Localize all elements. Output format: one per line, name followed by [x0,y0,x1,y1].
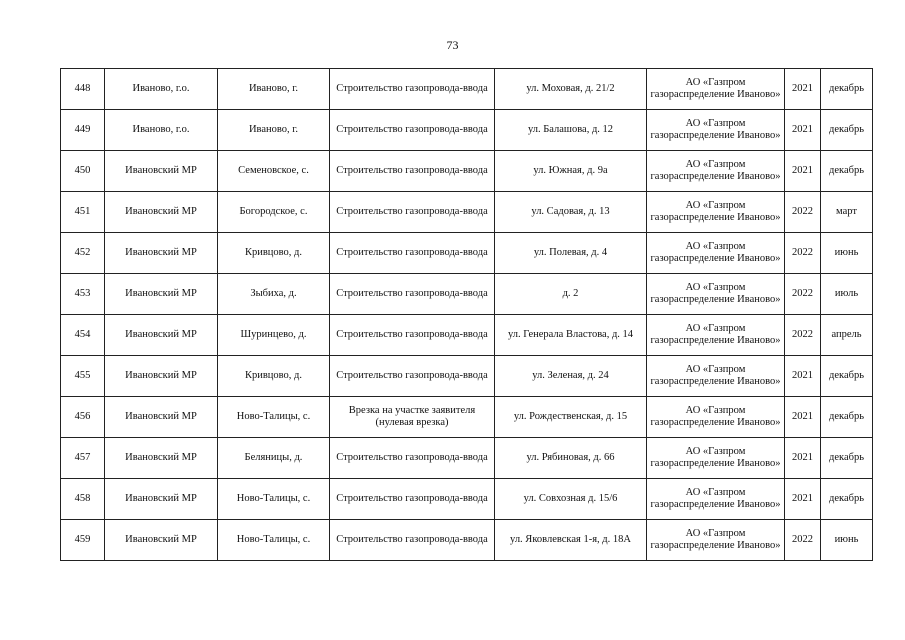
month-cell: июль [821,274,873,315]
work-type-cell: Строительство газопровода-ввода [330,233,495,274]
year-cell: 2022 [785,192,821,233]
address-cell: ул. Яковлевская 1-я, д. 18А [495,520,647,561]
row-number-cell: 448 [61,69,105,110]
month-cell: март [821,192,873,233]
settlement-cell: Зыбиха, д. [218,274,330,315]
month-cell: июнь [821,520,873,561]
year-cell: 2022 [785,233,821,274]
settlement-cell: Кривцово, д. [218,233,330,274]
district-cell: Ивановский МР [105,315,218,356]
work-type-cell: Строительство газопровода-ввода [330,356,495,397]
year-cell: 2022 [785,315,821,356]
year-cell: 2022 [785,520,821,561]
month-cell: декабрь [821,110,873,151]
address-cell: ул. Южная, д. 9а [495,151,647,192]
row-number-cell: 452 [61,233,105,274]
row-number-cell: 459 [61,520,105,561]
month-cell: декабрь [821,151,873,192]
work-type-cell: Строительство газопровода-ввода [330,274,495,315]
table-row [61,151,873,192]
table-row [61,479,873,520]
district-cell: Ивановский МР [105,397,218,438]
organization-cell: АО «Газпром газораспределение Иваново» [647,69,785,110]
address-cell: ул. Рябиновая, д. 66 [495,438,647,479]
organization-cell: АО «Газпром газораспределение Иваново» [647,356,785,397]
work-type-cell: Строительство газопровода-ввода [330,438,495,479]
table-row [61,274,873,315]
year-cell: 2021 [785,397,821,438]
district-cell: Ивановский МР [105,151,218,192]
table-row [61,69,873,110]
organization-cell: АО «Газпром газораспределение Иваново» [647,274,785,315]
table-row [61,110,873,151]
organization-cell: АО «Газпром газораспределение Иваново» [647,110,785,151]
month-cell: июнь [821,233,873,274]
settlement-cell: Шуринцево, д. [218,315,330,356]
address-cell: ул. Моховая, д. 21/2 [495,69,647,110]
district-cell: Ивановский МР [105,356,218,397]
row-number-cell: 456 [61,397,105,438]
work-type-cell: Строительство газопровода-ввода [330,110,495,151]
district-cell: Ивановский МР [105,233,218,274]
table-row [61,397,873,438]
row-number-cell: 454 [61,315,105,356]
address-cell: ул. Балашова, д. 12 [495,110,647,151]
row-number-cell: 455 [61,356,105,397]
year-cell: 2021 [785,110,821,151]
organization-cell: АО «Газпром газораспределение Иваново» [647,438,785,479]
year-cell: 2021 [785,151,821,192]
table-row [61,192,873,233]
work-type-cell: Строительство газопровода-ввода [330,69,495,110]
month-cell: декабрь [821,397,873,438]
address-cell: ул. Полевая, д. 4 [495,233,647,274]
settlement-cell: Беляницы, д. [218,438,330,479]
year-cell: 2022 [785,274,821,315]
work-type-cell: Врезка на участке заявителя (нулевая врезка) [330,397,495,438]
settlement-cell: Богородское, с. [218,192,330,233]
district-cell: Ивановский МР [105,520,218,561]
work-type-cell: Строительство газопровода-ввода [330,315,495,356]
work-type-cell: Строительство газопровода-ввода [330,479,495,520]
district-cell: Иваново, г.о. [105,69,218,110]
settlement-cell: Ново-Талицы, с. [218,397,330,438]
table-row [61,438,873,479]
row-number-cell: 453 [61,274,105,315]
organization-cell: АО «Газпром газораспределение Иваново» [647,151,785,192]
row-number-cell: 450 [61,151,105,192]
month-cell: декабрь [821,438,873,479]
row-number-cell: 457 [61,438,105,479]
district-cell: Ивановский МР [105,192,218,233]
settlement-cell: Ново-Талицы, с. [218,520,330,561]
gasification-table [60,68,873,561]
table-row [61,315,873,356]
row-number-cell: 458 [61,479,105,520]
work-type-cell: Строительство газопровода-ввода [330,192,495,233]
month-cell: декабрь [821,479,873,520]
address-cell: ул. Зеленая, д. 24 [495,356,647,397]
work-type-cell: Строительство газопровода-ввода [330,151,495,192]
district-cell: Ивановский МР [105,479,218,520]
table-row [61,520,873,561]
table-row [61,233,873,274]
settlement-cell: Иваново, г. [218,110,330,151]
month-cell: апрель [821,315,873,356]
settlement-cell: Кривцово, д. [218,356,330,397]
district-cell: Ивановский МР [105,274,218,315]
settlement-cell: Ново-Талицы, с. [218,479,330,520]
year-cell: 2021 [785,479,821,520]
row-number-cell: 449 [61,110,105,151]
settlement-cell: Иваново, г. [218,69,330,110]
page-number: 73 [446,38,459,52]
organization-cell: АО «Газпром газораспределение Иваново» [647,192,785,233]
year-cell: 2021 [785,356,821,397]
address-cell: ул. Рождественская, д. 15 [495,397,647,438]
address-cell: ул. Совхозная д. 15/6 [495,479,647,520]
organization-cell: АО «Газпром газораспределение Иваново» [647,479,785,520]
district-cell: Ивановский МР [105,438,218,479]
district-cell: Иваново, г.о. [105,110,218,151]
row-number-cell: 451 [61,192,105,233]
organization-cell: АО «Газпром газораспределение Иваново» [647,315,785,356]
address-cell: ул. Генерала Властова, д. 14 [495,315,647,356]
address-cell: д. 2 [495,274,647,315]
year-cell: 2021 [785,438,821,479]
settlement-cell: Семеновское, с. [218,151,330,192]
organization-cell: АО «Газпром газораспределение Иваново» [647,520,785,561]
address-cell: ул. Садовая, д. 13 [495,192,647,233]
year-cell: 2021 [785,69,821,110]
organization-cell: АО «Газпром газораспределение Иваново» [647,233,785,274]
table-row [61,356,873,397]
month-cell: декабрь [821,356,873,397]
work-type-cell: Строительство газопровода-ввода [330,520,495,561]
month-cell: декабрь [821,69,873,110]
organization-cell: АО «Газпром газораспределение Иваново» [647,397,785,438]
